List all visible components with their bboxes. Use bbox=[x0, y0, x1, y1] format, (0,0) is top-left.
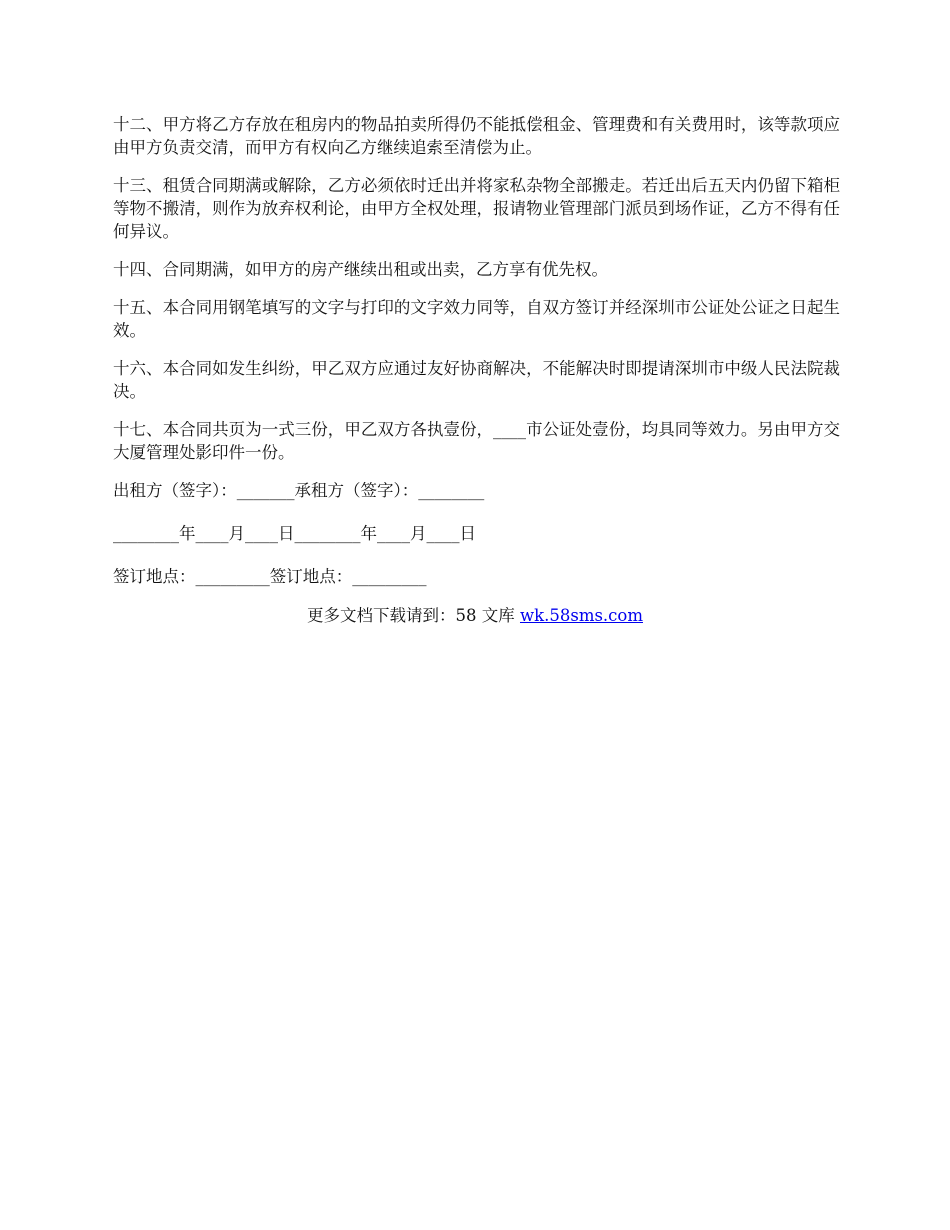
download-footer bbox=[0, 604, 950, 627]
clause-16: 十六、本合同如发生纠纷，甲乙双方应通过友好协商解决，不能解决时即提请深圳市中级人民法院裁决。 bbox=[113, 359, 840, 401]
signature-places-line: 签订地点：_________签订地点：_________ bbox=[113, 567, 427, 586]
signature-parties-line: 出租方（签字）：_______承租方（签字）：________ bbox=[113, 481, 485, 500]
document-body bbox=[113, 113, 840, 608]
clause-14: 十四、合同期满，如甲方的房产继续出租或出卖，乙方享有优先权。 bbox=[113, 260, 608, 279]
clause-15: 十五、本合同用钢笔填写的文字与打印的文字效力同等，自双方签订并经深圳市公证处公证之日起生效。 bbox=[113, 298, 840, 340]
footer-link[interactable]: wk.58sms.com bbox=[519, 606, 643, 625]
clause-13: 十三、租赁合同期满或解除，乙方必须依时迁出并将家私杂物全部搬走。若迁出后五天内仍留下箱柜等物不搬清，则作为放弃权利论，由甲方全权处理，报请物业管理部门派员到场作证，乙方不得有任何异议。 bbox=[113, 176, 840, 241]
footer-text: 更多文档下载请到：58 文库 bbox=[306, 606, 520, 625]
clause-17: 十七、本合同共页为一式三份，甲乙双方各执壹份，____市公证处壹份，均具同等效力。另由甲方交大厦管理处影印件一份。 bbox=[113, 420, 840, 462]
signature-dates-line: ________年____月____日________年____月____日 bbox=[113, 524, 476, 543]
clause-12: 十二、甲方将乙方存放在租房内的物品拍卖所得仍不能抵偿租金、管理费和有关费用时，该等款项应由甲方负责交清，而甲方有权向乙方继续追索至清偿为止。 bbox=[113, 115, 840, 157]
